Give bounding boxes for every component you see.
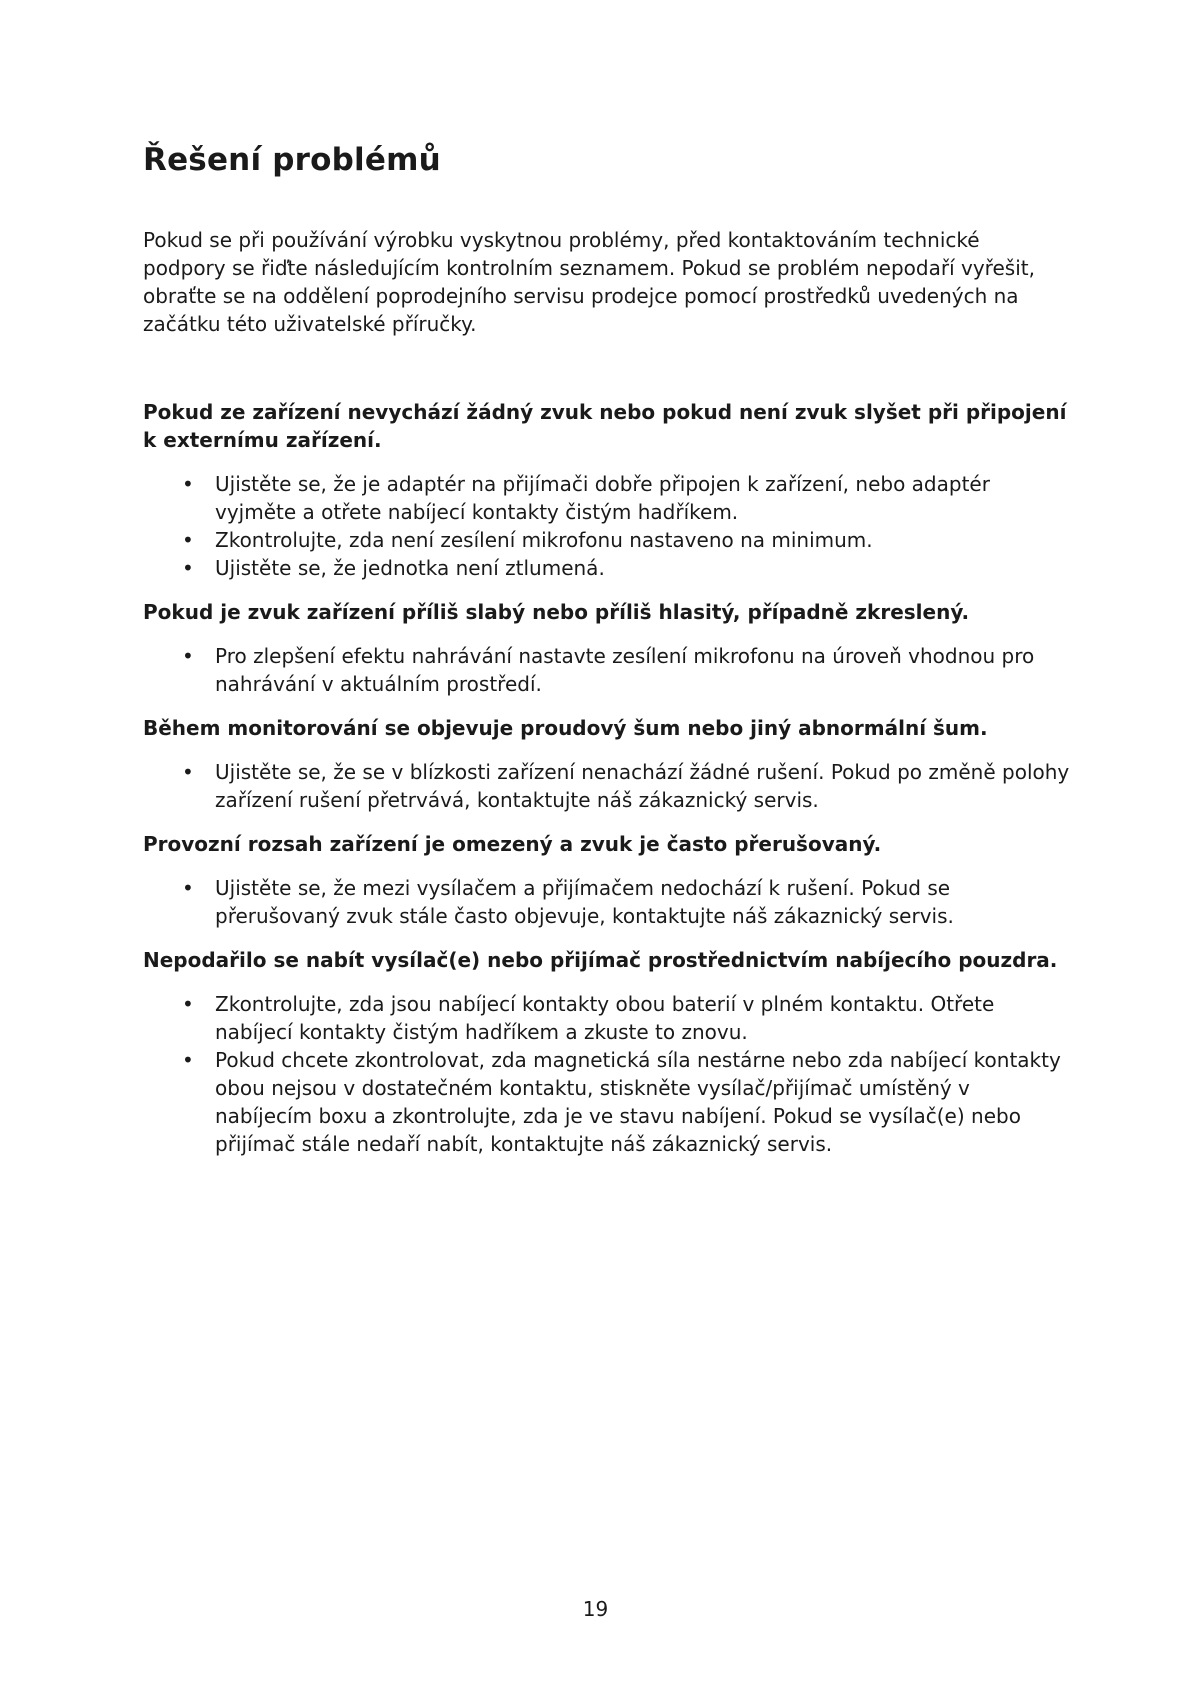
list-item-text: Ujistěte se, že je adaptér na přijímači dobře připojen k zařízení, nebo adaptér vyjměte a otřete nabíjecí kontakty čistým hadříkem.: [215, 472, 990, 524]
bullet-icon: •: [182, 528, 194, 552]
list-item: [143, 1046, 1073, 1158]
issue-bullet-list: [143, 874, 1073, 930]
bullet-icon: •: [182, 876, 194, 900]
issue-heading: Pokud je zvuk zařízení příliš slabý nebo příliš hlasitý, případně zkreslený.: [143, 600, 970, 624]
issue-section: [143, 598, 1073, 698]
list-item-text: Ujistěte se, že jednotka není ztlumená.: [215, 556, 605, 580]
list-item: [143, 990, 1073, 1046]
list-item: [143, 470, 1073, 526]
list-item-text: Pro zlepšení efektu nahrávání nastavte zesílení mikrofonu na úroveň vhodnou pro nahrávání v aktuálním prostředí.: [215, 644, 1035, 696]
list-item-text: Zkontrolujte, zda jsou nabíjecí kontakty obou baterií v plném kontaktu. Otřete nabíjecí kontakty čistým hadříkem a zkuste to znovu.: [215, 992, 995, 1044]
bullet-icon: •: [182, 992, 194, 1016]
list-item: [143, 642, 1073, 698]
issue-heading: Nepodařilo se nabít vysílač(e) nebo přijímač prostřednictvím nabíjecího pouzdra.: [143, 948, 1058, 972]
list-item: [143, 526, 1073, 554]
intro-paragraph: Pokud se při používání výrobku vyskytnou problémy, před kontaktováním technické podpory se řiďte následujícím kontrolním seznamem. Pokud se problém nepodaří vyřešit, obraťte se na oddělení poprodejního servisu prodejce pomocí prostředků uvedených na začátku této uživatelské příručky.: [143, 228, 1035, 336]
list-item: [143, 758, 1073, 814]
bullet-icon: •: [182, 760, 194, 784]
issue-section: [143, 830, 1073, 930]
troubleshooting-list: [143, 398, 1073, 1174]
page-title: Řešení problémů: [143, 142, 441, 178]
list-item-text: Ujistěte se, že mezi vysílačem a přijímačem nedochází k rušení. Pokud se přerušovaný zvuk stále často objevuje, kontaktujte náš zákaznický servis.: [215, 876, 954, 928]
issue-section: [143, 398, 1073, 582]
bullet-icon: •: [182, 472, 194, 496]
issue-section: [143, 946, 1073, 1158]
bullet-icon: •: [182, 644, 194, 668]
page-number: 19: [582, 1597, 609, 1621]
issue-bullet-list: [143, 758, 1073, 814]
issue-heading: Během monitorování se objevuje proudový šum nebo jiný abnormální šum.: [143, 716, 988, 740]
list-item: [143, 874, 1073, 930]
bullet-icon: •: [182, 556, 194, 580]
list-item-text: Pokud chcete zkontrolovat, zda magnetická síla nestárne nebo zda nabíjecí kontakty obou nejsou v dostatečném kontaktu, stiskněte vysílač/přijímač umístěný v nabíjecím boxu a zkontrolujte, zda je ve stavu nabíjení. Pokud se vysílač(e) nebo přijímač stále nedaří nabít, kontaktujte náš zákaznický servis.: [215, 1048, 1061, 1156]
issue-bullet-list: [143, 470, 1073, 582]
list-item-text: Zkontrolujte, zda není zesílení mikrofonu nastaveno na minimum.: [215, 528, 873, 552]
issue-section: [143, 714, 1073, 814]
issue-bullet-list: [143, 642, 1073, 698]
list-item: [143, 554, 1073, 582]
issue-bullet-list: [143, 990, 1073, 1158]
bullet-icon: •: [182, 1048, 194, 1072]
list-item-text: Ujistěte se, že se v blízkosti zařízení nenachází žádné rušení. Pokud po změně polohy zařízení rušení přetrvává, kontaktujte náš zákaznický servis.: [215, 760, 1070, 812]
issue-heading: Pokud ze zařízení nevychází žádný zvuk nebo pokud není zvuk slyšet při připojení k externímu zařízení.: [143, 400, 1067, 452]
issue-heading: Provozní rozsah zařízení je omezený a zvuk je často přerušovaný.: [143, 832, 882, 856]
